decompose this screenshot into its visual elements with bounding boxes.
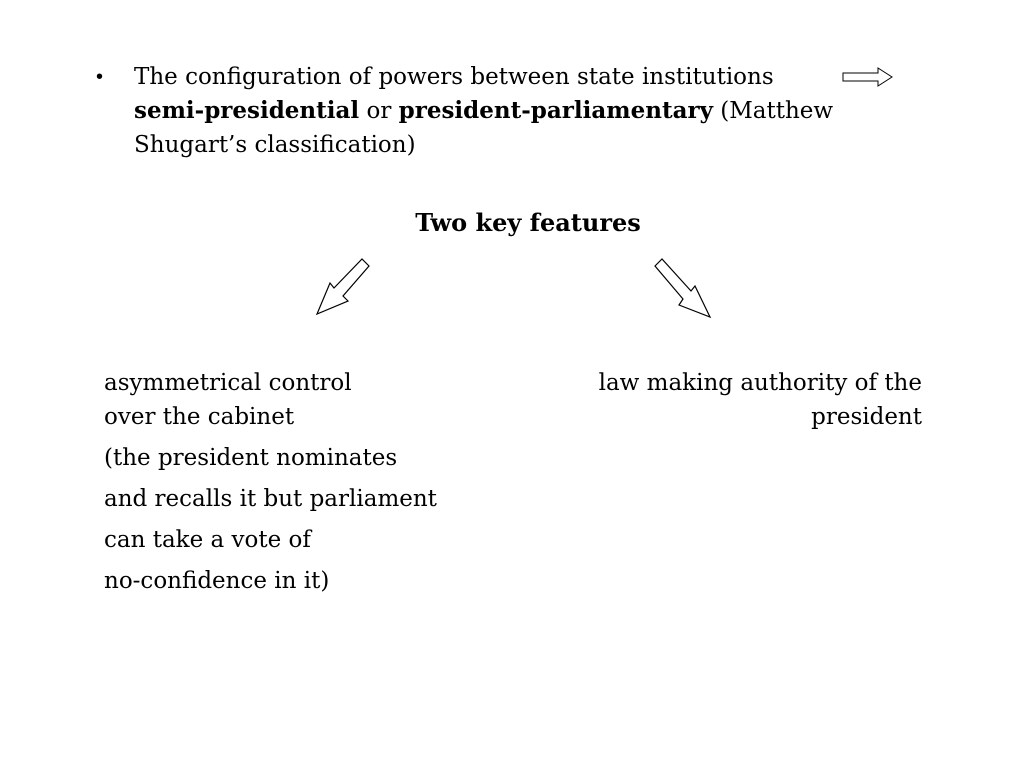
feature-right-line-1: law making authority of the	[598, 370, 922, 396]
bullet-line-3: Shugart’s classification)	[134, 132, 416, 158]
down-right-arrow-icon	[652, 257, 714, 319]
feature-right	[540, 366, 922, 434]
bullet-line-2	[134, 94, 934, 128]
feature-left	[104, 366, 524, 598]
term-semi-presidential: semi-presidential	[134, 97, 360, 124]
right-arrow-icon	[842, 67, 894, 87]
bullet-line-1: The configuration of powers between state institutions	[134, 64, 774, 90]
attribution-start: (Matthew	[720, 98, 834, 124]
feature-left-line-2: over the cabinet	[104, 404, 295, 430]
down-left-arrow-icon	[313, 257, 373, 317]
bullet-text	[134, 60, 934, 162]
heading-two-key-features: Two key features	[415, 208, 641, 237]
feature-left-line-1: asymmetrical control	[104, 370, 352, 396]
feature-left-detail-1: (the president nominates	[104, 445, 398, 471]
feature-left-detail-2: and recalls it but parliament	[104, 486, 437, 512]
connector-text: or	[366, 98, 392, 124]
bullet-icon: •	[96, 66, 104, 88]
feature-left-detail-4: no-confidence in it)	[104, 568, 330, 594]
feature-right-line-2: president	[811, 404, 922, 430]
term-president-parliamentary: president-parliamentary	[398, 97, 713, 124]
feature-left-detail-3: can take a vote of	[104, 527, 311, 553]
